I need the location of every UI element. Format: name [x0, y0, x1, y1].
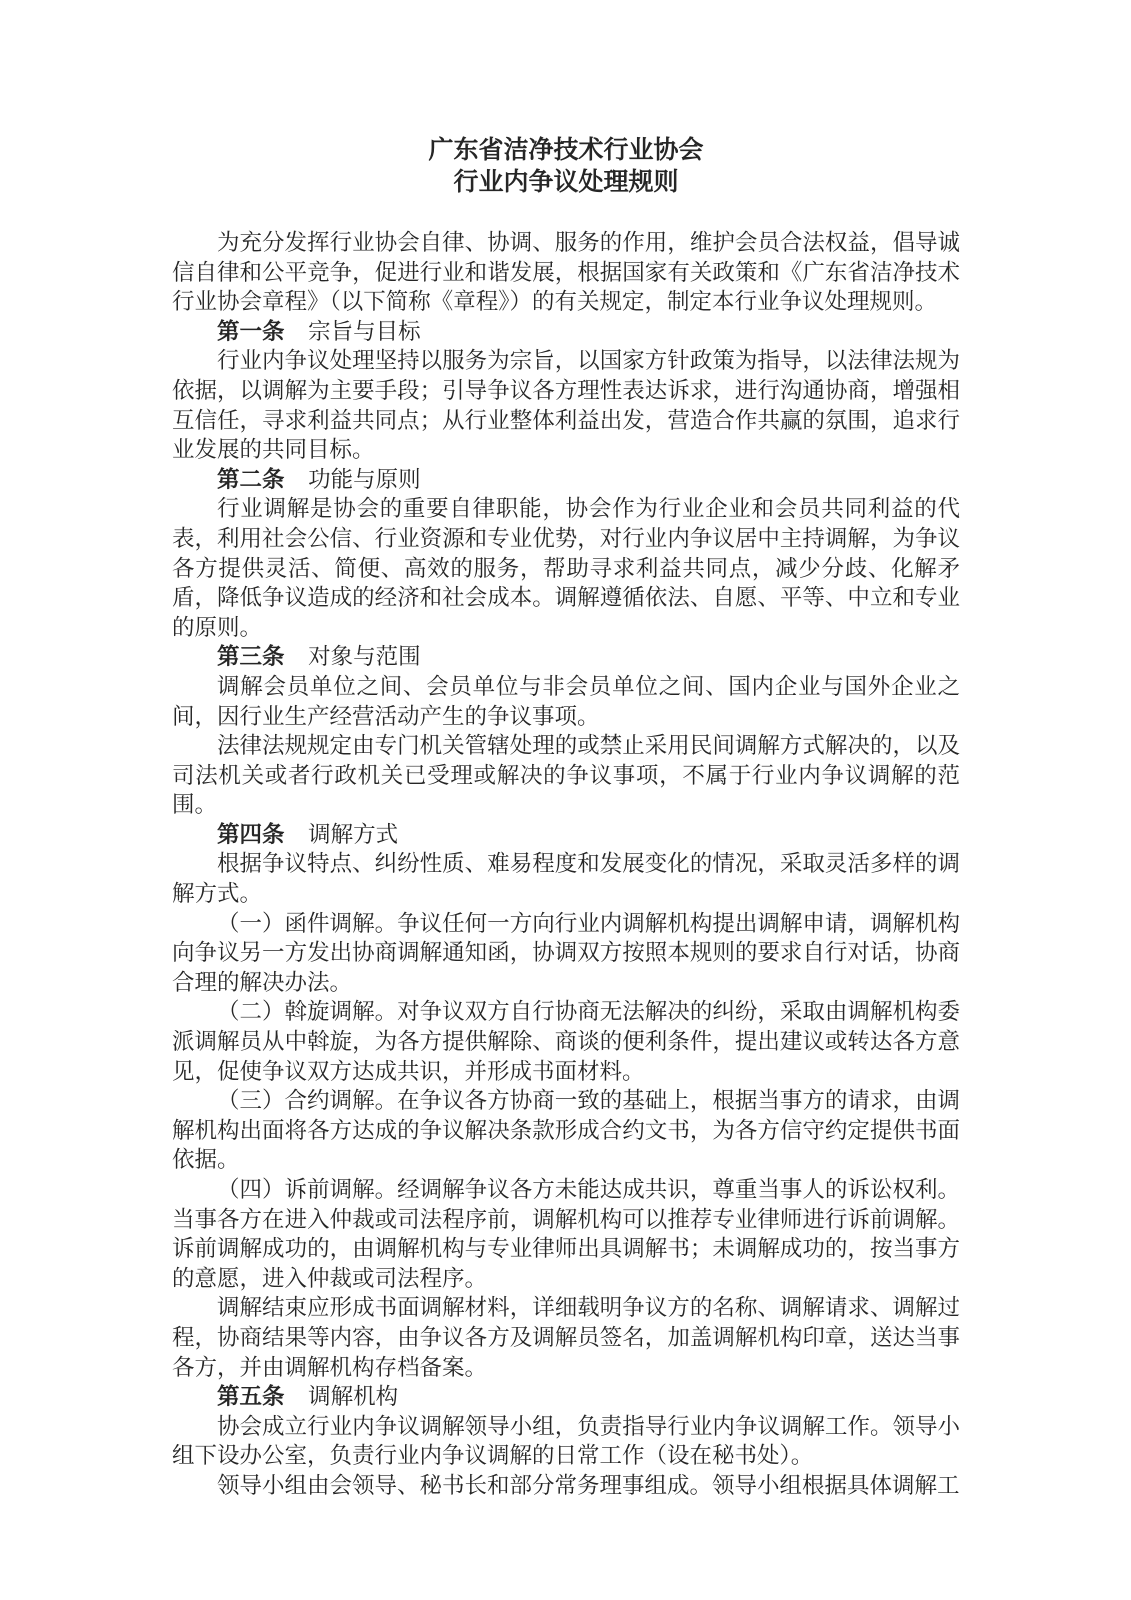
document-title-line-2: 行业内争议处理规则	[453, 169, 679, 196]
article-number: 第二条	[217, 466, 285, 492]
article-title: 调解方式	[308, 821, 399, 847]
paragraph: （一）函件调解。争议任何一方向行业内调解机构提出调解申请，调解机构向争议另一方发出协商调解通知函，协调双方按照本规则的要求自行对话，协商合理的解决办法。	[172, 910, 960, 995]
paragraph: 法律法规规定由专门机关管辖处理的或禁止采用民间调解方式解决的，以及司法机关或者行政机关已受理或解决的争议事项，不属于行业内争议调解的范围。	[172, 733, 960, 818]
document-title-line-1: 广东省洁净技术行业协会	[428, 137, 704, 164]
paragraph: 协会成立行业内争议调解领导小组，负责指导行业内争议调解工作。领导小组下设办公室，负责行业内争议调解的日常工作（设在秘书处）。	[172, 1413, 960, 1469]
paragraph: （三）合约调解。在争议各方协商一致的基础上，根据当事方的请求，由调解机构出面将各方达成的争议解决条款形成合约文书，为各方信守约定提供书面依据。	[172, 1088, 960, 1173]
article-title: 功能与原则	[308, 466, 421, 492]
article-heading	[172, 820, 960, 850]
paragraph: 调解结束应形成书面调解材料，详细载明争议方的名称、调解请求、调解过程，协商结果等内容，由争议各方及调解员签名，加盖调解机构印章，送达当事各方，并由调解机构存档备案。	[172, 1295, 960, 1380]
article-number: 第一条	[217, 318, 285, 344]
document-body	[172, 228, 960, 1501]
paragraph: 调解会员单位之间、会员单位与非会员单位之间、国内企业与国外企业之间，因行业生产经营活动产生的争议事项。	[172, 673, 960, 729]
article-title: 宗旨与目标	[308, 318, 421, 344]
document-title	[172, 135, 960, 199]
article-number: 第四条	[217, 821, 285, 847]
article-heading	[172, 465, 960, 495]
article-number: 第三条	[217, 644, 285, 670]
paragraph: 行业调解是协会的重要自律职能，协会作为行业企业和会员共同利益的代表，利用社会公信、行业资源和专业优势，对行业内争议居中主持调解，为争议各方提供灵活、简便、高效的服务，帮助寻求利益共同点，减少分歧、化解矛盾，降低争议造成的经济和社会成本。调解遵循依法、自愿、平等、中立和专业的原则。	[172, 496, 960, 640]
article-title: 调解机构	[308, 1384, 399, 1410]
article-heading	[172, 1382, 960, 1412]
article-heading	[172, 642, 960, 672]
article-heading	[172, 317, 960, 347]
paragraph: 行业内争议处理坚持以服务为宗旨，以国家方针政策为指导，以法律法规为依据，以调解为主要手段；引导争议各方理性表达诉求，进行沟通协商，增强相互信任，寻求利益共同点；从行业整体利益出发，营造合作共赢的氛围，追求行业发展的共同目标。	[172, 348, 960, 463]
paragraph: 根据争议特点、纠纷性质、难易程度和发展变化的情况，采取灵活多样的调解方式。	[172, 851, 960, 907]
paragraph: 领导小组由会领导、秘书长和部分常务理事组成。领导小组根据具体调解工	[217, 1472, 960, 1498]
article-number: 第五条	[217, 1384, 285, 1410]
paragraph: （二）斡旋调解。对争议双方自行协商无法解决的纠纷，采取由调解机构委派调解员从中斡旋，为各方提供解除、商谈的便利条件，提出建议或转达各方意见，促使争议双方达成共识，并形成书面材料。	[172, 999, 960, 1084]
paragraph: 为充分发挥行业协会自律、协调、服务的作用，维护会员合法权益，倡导诚信自律和公平竞争，促进行业和谐发展，根据国家有关政策和《广东省洁净技术行业协会章程》（以下简称《章程》）的有关规定，制定本行业争议处理规则。	[172, 230, 960, 315]
paragraph: （四）诉前调解。经调解争议各方未能达成共识，尊重当事人的诉讼权利。当事各方在进入仲裁或司法程序前，调解机构可以推荐专业律师进行诉前调解。诉前调解成功的，由调解机构与专业律师出具调解书；未调解成功的，按当事方的意愿，进入仲裁或司法程序。	[172, 1177, 960, 1291]
document-content	[172, 0, 960, 1501]
article-title: 对象与范围	[308, 644, 421, 670]
